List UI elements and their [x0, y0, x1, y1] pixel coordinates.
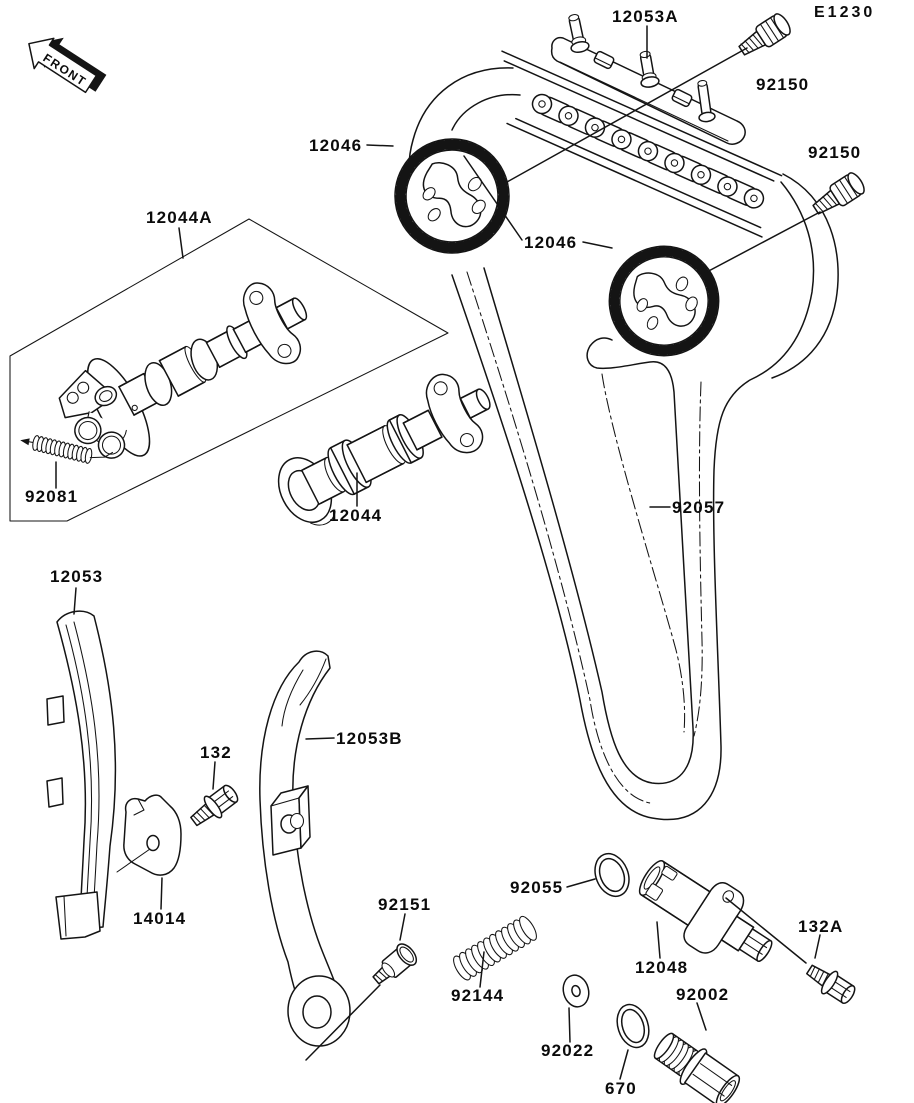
part-label-12053: 12053	[50, 567, 104, 586]
part-label-92081: 92081	[25, 487, 79, 506]
camshaft-assembly-box	[10, 219, 448, 521]
camshaft-12044	[265, 359, 507, 538]
part-label-132a: 132A	[798, 917, 844, 936]
part-label-12053a: 12053A	[612, 7, 679, 26]
part-label-92150-top: 92150	[756, 75, 810, 94]
part-label-92151: 92151	[378, 895, 432, 914]
o-ring-92055	[589, 849, 635, 902]
part-label-12044a: 12044A	[146, 208, 213, 227]
part-label-132: 132	[200, 743, 232, 762]
bolt-92150-top	[735, 11, 793, 60]
bolt-132a	[802, 959, 859, 1008]
part-label-92057: 92057	[672, 498, 726, 517]
cam-sprocket-12046-left	[388, 132, 517, 261]
washer-92022	[560, 972, 592, 1009]
part-label-670: 670	[605, 1079, 637, 1098]
front-arrow-label: FRONT	[40, 50, 90, 90]
part-label-12046-right: 12046	[524, 233, 578, 252]
part-label-14014: 14014	[133, 909, 187, 928]
part-label-12044: 12044	[329, 506, 383, 525]
cam-sprocket-12046-right	[602, 239, 726, 363]
part-label-92055: 92055	[510, 878, 564, 897]
camshaft-12044a	[47, 261, 329, 480]
diagram-code: E1230	[814, 4, 876, 21]
part-label-12046-left: 12046	[309, 136, 363, 155]
part-label-92150-right: 92150	[808, 143, 862, 162]
chain-guide-12053	[47, 611, 115, 939]
bolt-92151	[368, 940, 420, 989]
part-label-92144: 92144	[451, 986, 505, 1005]
part-label-92002: 92002	[676, 985, 730, 1004]
spring-92144	[450, 914, 539, 982]
tensioner-arm-12053b	[260, 651, 350, 1046]
part-label-92022: 92022	[541, 1041, 595, 1060]
part-label-12053b: 12053B	[336, 729, 403, 748]
front-arrow	[19, 24, 111, 104]
o-ring-670	[612, 1000, 654, 1051]
plate-14014	[117, 795, 181, 875]
part-label-12048: 12048	[635, 958, 689, 977]
bolt-132	[186, 781, 242, 832]
plug-92002	[648, 1026, 745, 1103]
